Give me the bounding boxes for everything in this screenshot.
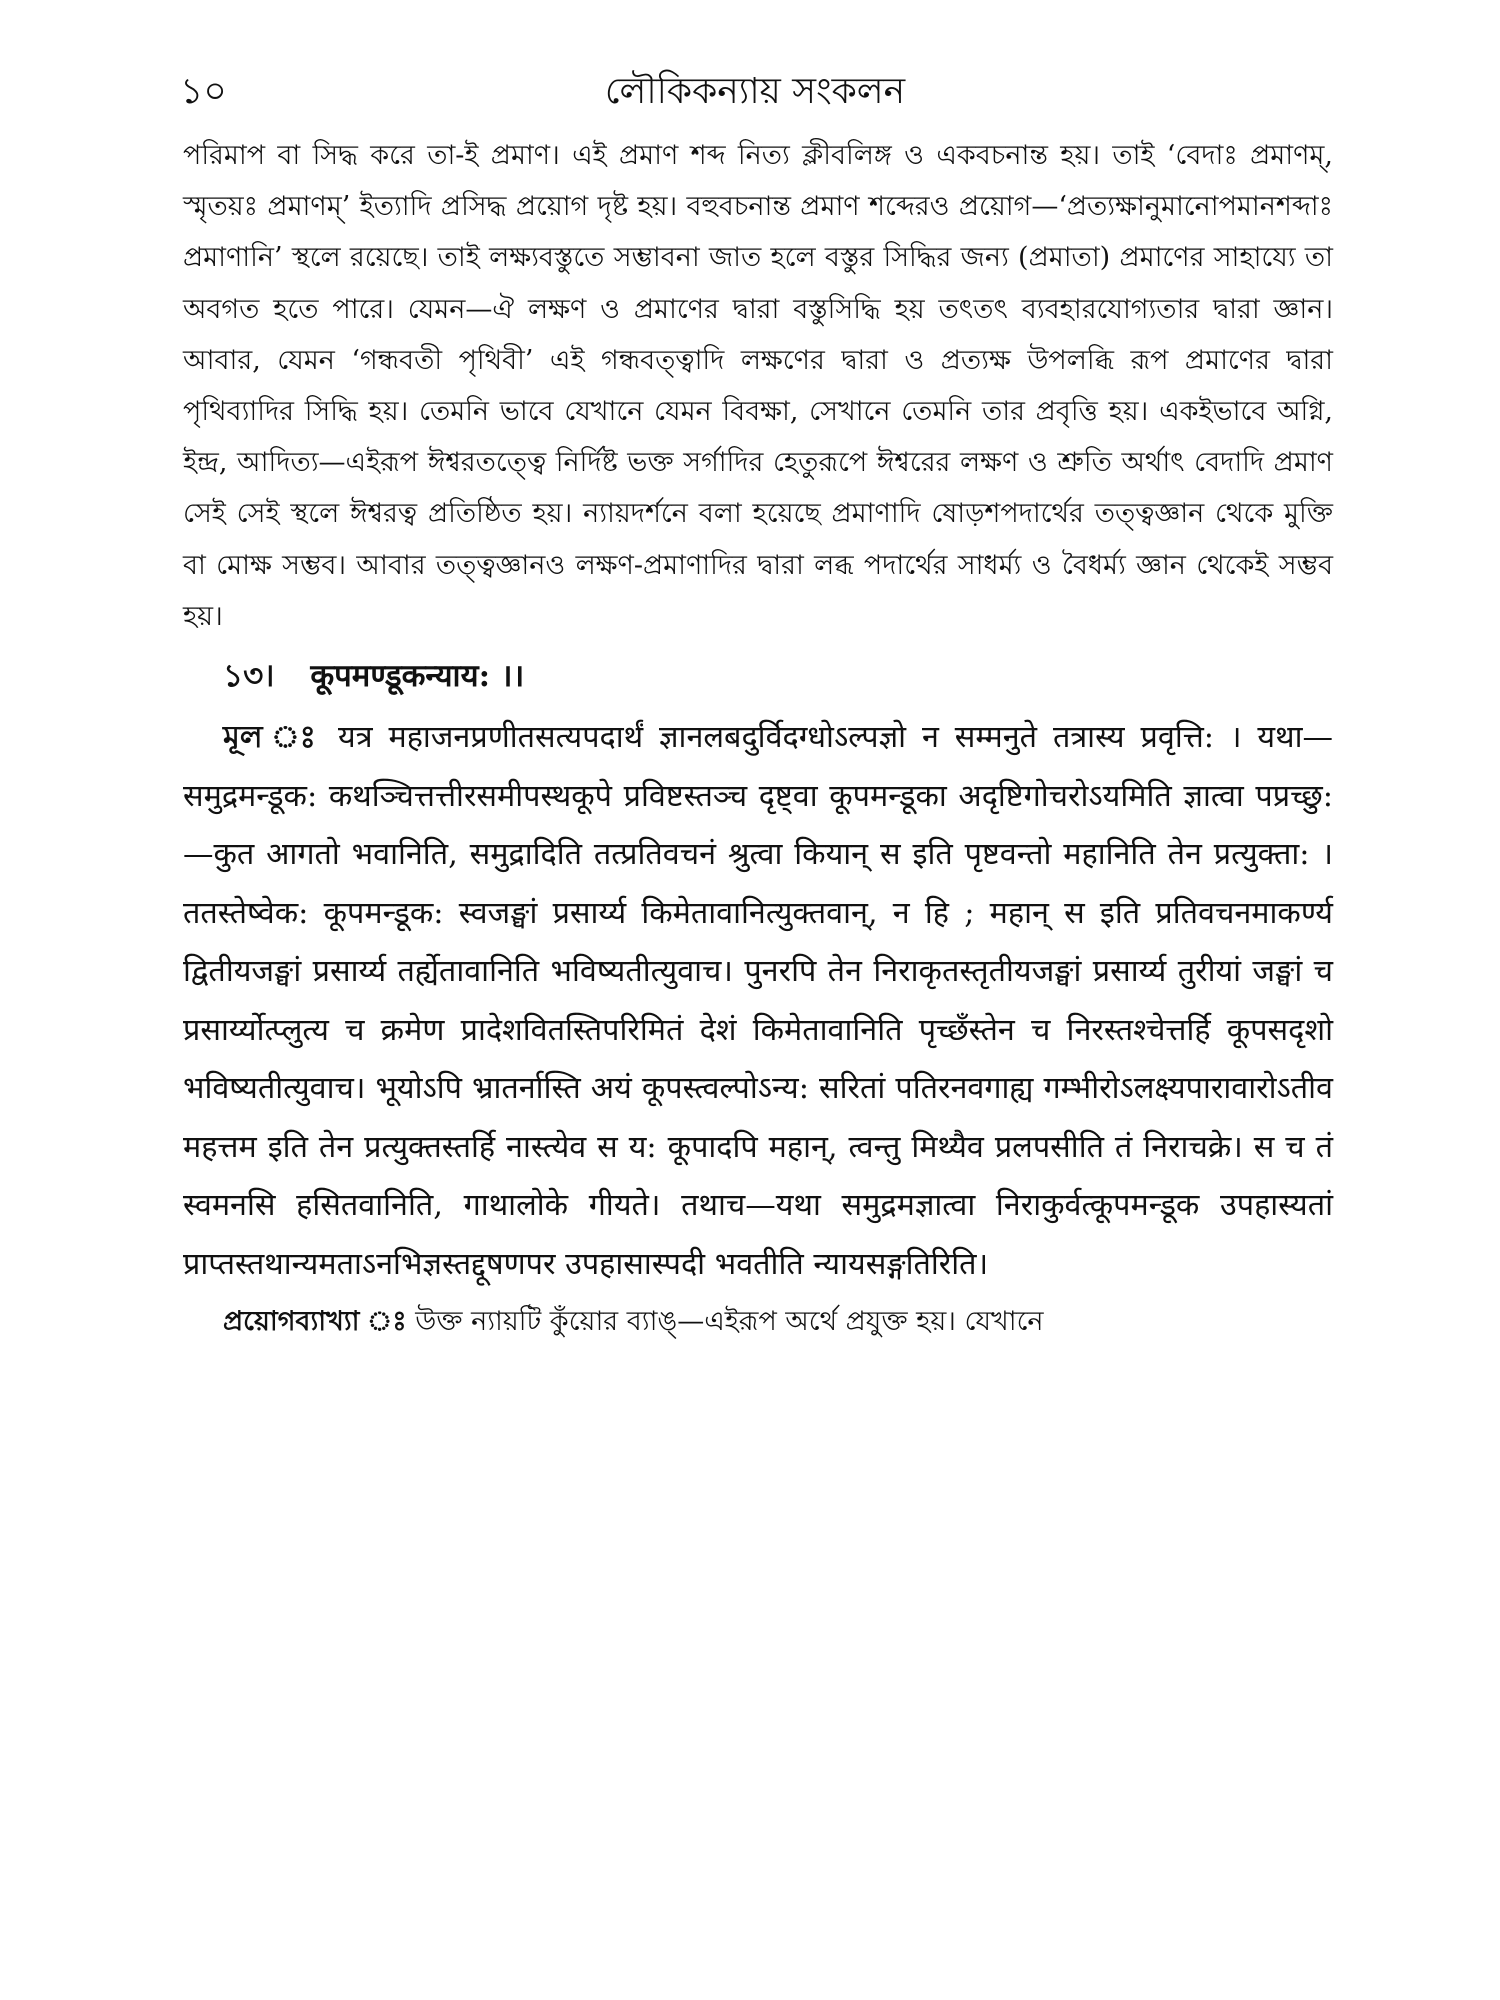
- section-number: ১৩।: [223, 658, 275, 695]
- page-header: [180, 62, 1330, 132]
- usage-text: উক্ত ন্যায়টি কুঁয়োর ব্যাঙ্—এইরূপ অর্থে প্রযুক্ত হয়। যেখানে: [415, 1306, 1044, 1338]
- usage-label: প্রয়োগব্যাখ্যা ঃ: [223, 1306, 407, 1338]
- mool-paragraph: [183, 708, 1333, 1294]
- mool-label: মূল ঃ: [223, 719, 323, 756]
- mool-text: यत्र महाजनप्रणीतसत्यपदार्थं ज्ञानलबदुर्विदग्धोऽल्पज्ञो न सम्मनुते तत्रास्य प्रवृत्ति: । यथा—समुद्रमन्डूक: कथञ्चित्तत्तीरसमीपस्थकूपे प्रविष्टस्तञ्च दृष्ट्वा कूपमन्डूका अदृष्टिगोचरोऽयमिति ज्ञात्वा पप्रच्छु:—कुत आगतो भवानिति, समुद्रादिति तत्प्रतिवचनं श्रुत्वा कियान् स इति पृष्टवन्तो महानिति तेन प्रत्युक्ता: । ततस्तेष्वेक: कूपमन्डूक: स्वजङ्घां प्रसार्य्य किमेतावानित्युक्तवान्, न हि ; महान् स इति प्रतिवचनमाकर्ण्य द्वितीयजङ्घां प्रसार्य्य तर्ह्येतावानिति भविष्यतीत्युवाच। पुनरपि तेन निराकृतस्तृतीयजङ्घां प्रसार्य्य तुरीयां जङ्घां च प्रसार्य्योत्प्लुत्य च क्रमेण प्रादेशवितस्तिपरिमितं देशं किमेतावानिति पृच्छँस्तेन च निरस्तश्चेत्तर्हि कूपसदृशो भविष्यतीत्युवाच। भूयोऽपि भ्रातर्नास्ति अयं कूपस्त्वल्पोऽन्य: सरितां पतिरनवगाह्य गम्भीरोऽलक्ष्यपारावारोऽतीव महत्तम इति तेन प्रत्युक्तस्तर्हि नास्त्येव स य: कूपादपि महान्, त्वन्तु मिथ्यैव प्रलपसीति तं निराचक्रे। स च तं स्वमनसि हसितवानिति, गाथालोके गीयते। तथाच—यथा समुद्रमज्ञात्वा निराकुर्वत्कूपमन्डूक उपहास्यतां प्राप्तस्तथान्यमताऽनभिज्ञस्तद्दूषणपर उपहासास्पदी भवतीति न्यायसङ्गतिरिति।: [183, 720, 1334, 1282]
- section-heading: [183, 646, 1333, 706]
- intro-paragraph: পরিমাপ বা সিদ্ধ করে তা-ই প্রমাণ। এই প্রমাণ শব্দ নিত্য ক্লীবলিঙ্গ ও একবচনান্ত হয়। তাই ‘বেদাঃ প্রমাণম্, স্মৃতয়ঃ প্রমাণম্’ ইত্যাদি প্রসিদ্ধ প্রয়োগ দৃষ্ট হয়। বহুবচনান্ত প্রমাণ শব্দেরও প্রয়োগ—‘প্রত্যক্ষানুমানোপমানশব্দাঃ প্রমাণানি’ স্থলে রয়েছে। তাই লক্ষ্যবস্তুতে সম্ভাবনা জাত হলে বস্তুর সিদ্ধির জন্য (প্রমাতা) প্রমাণের সাহায্যে তা অবগত হতে পারে। যেমন—ঐ লক্ষণ ও প্রমাণের দ্বারা বস্তুসিদ্ধি হয় তৎতৎ ব্যবহারযোগ্যতার দ্বারা জ্ঞান। আবার, যেমন ‘গন্ধবতী পৃথিবী’ এই গন্ধবত্ত্বাদি লক্ষণের দ্বারা ও প্রত্যক্ষ উপলব্ধি রূপ প্রমাণের দ্বারা পৃথিব্যাদির সিদ্ধি হয়। তেমনি ভাবে যেখানে যেমন বিবক্ষা, সেখানে তেমনি তার প্রবৃত্তি হয়। একইভাবে অগ্নি, ইন্দ্র, আদিত্য—এইরূপ ঈশ্বরতত্ত্বে নির্দিষ্ট ভক্ত সর্গাদির হেতুরূপে ঈশ্বরের লক্ষণ ও শ্রুতি অর্থাৎ বেদাদি প্রমাণ সেই সেই স্থলে ঈশ্বরত্ব প্রতিষ্ঠিত হয়। ন্যায়দর্শনে বলা হয়েছে প্রমাণাদি ষোড়শপদার্থের তত্ত্বজ্ঞান থেকে মুক্তি বা মোক্ষ সম্ভব। আবার তত্ত্বজ্ঞানও লক্ষণ-প্রমাণাদির দ্বারা লব্ধ পদার্থের সাধর্ম্য ও বৈধর্ম্য জ্ঞান থেকেই সম্ভব হয়।: [183, 140, 1333, 632]
- usage-paragraph: [183, 1296, 1333, 1348]
- section-title: कूपमण्डूकन्याय: ।।: [310, 658, 525, 695]
- page-number: ১০: [180, 71, 227, 112]
- page-body: [183, 130, 1333, 1348]
- running-title: লৌকিকন্যায় সংকলন: [604, 71, 906, 112]
